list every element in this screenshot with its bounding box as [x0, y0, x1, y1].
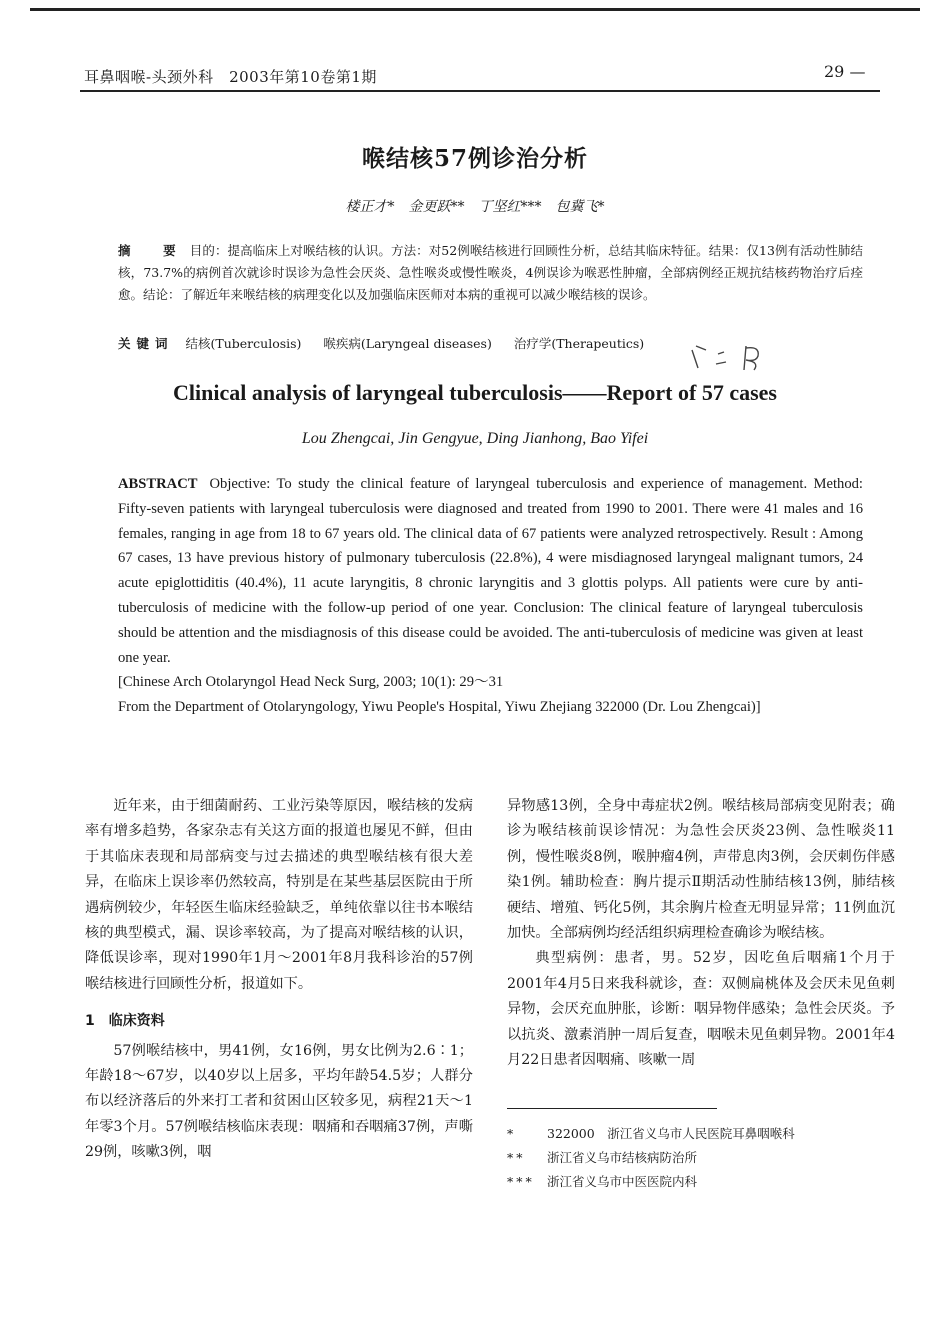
right-paragraph-1: 异物感13例，全身中毒症状2例。喉结核局部病变见附表；确诊为喉结核前误诊情况：为急性会厌炎23例、急性喉炎11例，慢性喉炎8例，喉肿瘤4例，声带息肉3例，会厌刺伤伴感染1例。辅助检查：胸片提示Ⅱ期活动性肺结核13例，肺结核硬结、增殖、钙化5例，其余胸片检查无明显异常；11例血沉加快。全部病例均经活组织病理检查确诊为喉结核。: [507, 798, 895, 942]
footnote-item: *** 浙江省义乌市中医医院内科: [507, 1174, 698, 1189]
abstract-english: [118, 472, 863, 720]
section1-paragraph: 57例喉结核中，男41例，女16例，男女比例为2.6∶1；年龄18～67岁，以40岁以上居多，平均年龄54.5岁；人群分布以经济落后的外来打工者和贫困山区较多见，病程21天～1年零3个月。57例喉结核临床表现：咽痛和吞咽痛37例，声嘶29例，咳嗽3例，咽: [85, 1042, 473, 1161]
abstract-chinese: [118, 240, 863, 306]
footnote-rule: [507, 1108, 717, 1109]
footnote-item: ** 浙江省义乌市结核病防治所: [507, 1150, 698, 1165]
keyword-item: 治疗学(Therapeutics): [513, 336, 645, 351]
authors-chinese: 楼正才* 金更跃** 丁坚红*** 包冀飞*: [345, 199, 605, 215]
abstract-chinese-text: 目的：提高临床上对喉结核的认识。方法：对52例喉结核进行回顾性分析，总结其临床特征。结果：仅13例有活动性肺结核，73.7%的病例首次就诊时误诊为急性会厌炎、急性喉炎或慢性喉炎，4例误诊为喉恶性肿瘤，全部病例经正规抗结核药物治疗后痊愈。结论：了解近年来喉结核的病理变化以及加强临床医师对本病的重视可以减少喉结核的误诊。: [118, 243, 863, 302]
page-number: 29 —: [824, 62, 866, 81]
abstract-english-text: Objective: To study the clinical feature of laryngeal tuberculosis and experience of management. Method: Fifty-seven patients with laryngeal tuberculosis were diagnosed and treated from 1990 to 2001. There were 41 males and 16 females, ranging in age from 18 to 67 years old. The clinical data of 67 patients were analyzed retrospectively. Result : Among 67 cases, 13 have previous history of pulmonary tuberculosis (22.8%), 4 were misdiagnosed laryngeal malignant tumors, 24 acute epiglottiditis (40.4%), 11 acute laryngitis, 8 chronic laryngitis and 3 glottis polyps. All patients were cure by anti-tuberculosis of medicine with the follow-up period of one year. Conclusion: The clinical feature of laryngeal tuberculosis should be attention and the misdiagnosis of this disease could be avoided. The anti-tuberculosis of medicine was given at least one year.: [118, 476, 863, 666]
body-left-column: [85, 794, 473, 1166]
section-heading: 1 临床资料: [85, 1013, 165, 1030]
abstract-chinese-label: 摘 要: [118, 243, 186, 258]
keyword-item: 喉疾病(Laryngeal diseases): [323, 336, 492, 351]
footnotes: [507, 1122, 897, 1194]
authors-english: Lou Zhengcai, Jin Gengyue, Ding Jianhong, Bao Yifei: [301, 430, 649, 447]
body-right-column: [507, 794, 895, 1073]
keyword-item: 结核(Tuberculosis): [185, 336, 302, 351]
intro-paragraph: 近年来，由于细菌耐药、工业污染等原因，喉结核的发病率有增多趋势，各家杂志有关这方面的报道也屡见不鲜，但由于其临床表现和局部病变与过去描述的典型喉结核有很大差异，在临床上误诊率仍然较高，特别是在某些基层医院由于所遇病例较少，年轻医生临床经验缺乏，单纯依靠以往书本喉结核的典型模式，漏、误诊率较高，为了提高对喉结核的认识，降低误诊率，现对1990年1月～2001年8月我科诊治的57例喉结核进行回顾性分析，报道如下。: [85, 798, 473, 992]
top-border-rule: [30, 8, 920, 11]
footnote-item: * 322000 浙江省义乌市人民医院耳鼻咽喉科: [507, 1126, 795, 1141]
affiliation: From the Department of Otolaryngology, Yiwu People's Hospital, Yiwu Zhejiang 322000 (Dr. Lou Zhengcai)]: [118, 699, 761, 716]
citation: [Chinese Arch Otolaryngol Head Neck Surg, 2003; 10(1): 29～31: [118, 674, 504, 691]
abstract-english-label: ABSTRACT: [118, 476, 198, 492]
keywords-label: 关键词: [118, 336, 174, 351]
journal-header: 耳鼻咽喉-头颈外科 2003年第10卷第1期: [84, 68, 377, 86]
handwritten-mark-icon: [688, 340, 768, 374]
header-rule: [80, 90, 880, 92]
title-english: Clinical analysis of laryngeal tuberculosis——Report of 57 cases: [173, 380, 777, 405]
title-chinese: 喉结核57例诊治分析: [361, 145, 588, 172]
right-paragraph-2: 典型病例：患者，男。52岁，因吃鱼后咽痛1个月于2001年4月5日来我科就诊，查：双侧扁桃体及会厌未见鱼刺异物，会厌充血肿胀，诊断：咽异物伴感染；急性会厌炎。予以抗炎、激素消肿一周后复查，咽喉未见鱼刺异物。2001年4月22日患者因咽痛、咳嗽一周: [507, 950, 895, 1069]
